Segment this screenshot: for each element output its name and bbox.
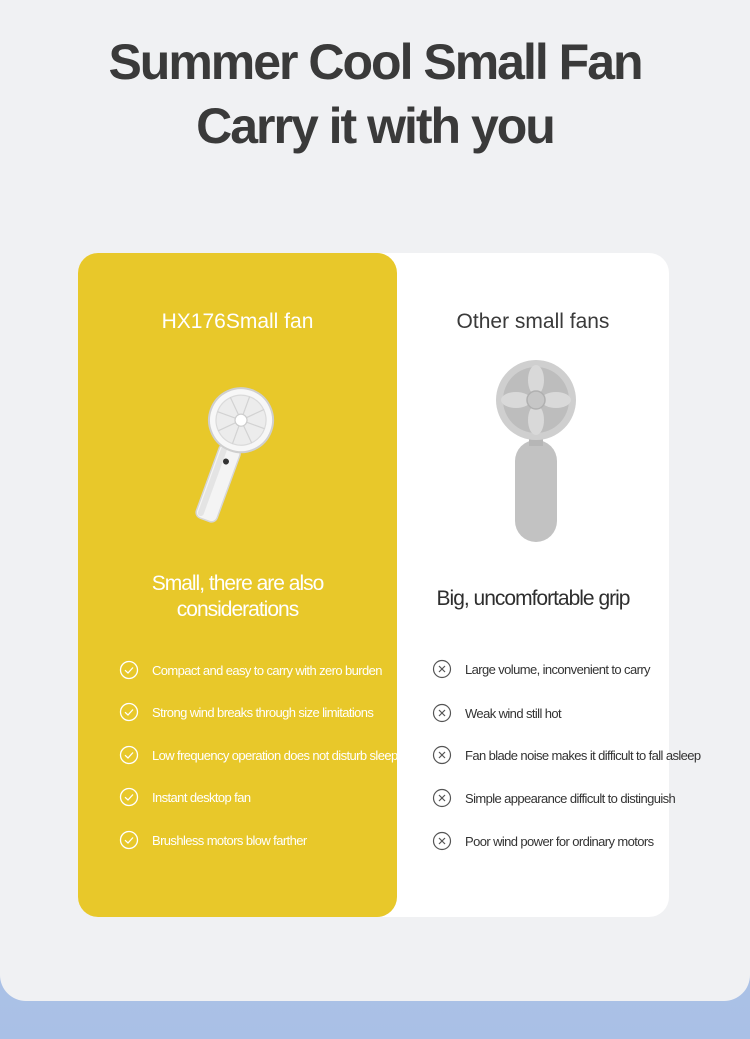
competitor-feature-item <box>432 831 654 851</box>
product-column-title: HX176Small fan <box>161 310 314 333</box>
competitor-feature-item <box>432 788 675 808</box>
competitor-feature-item <box>432 703 561 723</box>
check-circle-icon <box>119 787 139 807</box>
page-title <box>0 30 750 158</box>
competitor-feature-text: Poor wind power for ordinary motors <box>465 833 654 849</box>
product-feature-text: Instant desktop fan <box>152 789 251 805</box>
x-circle-icon <box>432 788 452 808</box>
competitor-feature-text: Weak wind still hot <box>465 705 562 721</box>
check-circle-icon <box>119 830 139 850</box>
product-feature-item <box>119 787 250 807</box>
product-feature-text: Low frequency operation does not disturb sleep <box>152 747 398 763</box>
x-circle-icon <box>432 745 452 765</box>
competitor-feature-text: Simple appearance difficult to distinguish <box>465 790 676 806</box>
x-circle-icon <box>432 831 452 851</box>
competitor-feature-text: Large volume, inconvenient to carry <box>465 661 650 677</box>
check-circle-icon <box>119 702 139 722</box>
hx176-fan-image <box>185 378 285 526</box>
competitor-feature-item <box>432 745 701 765</box>
competitor-feature-text: Fan blade noise makes it difficult to fall asleep <box>465 747 701 763</box>
product-feature-text: Brushless motors blow farther <box>152 832 307 848</box>
product-subtitle-line-2: considerations <box>176 598 299 621</box>
competitor-column-title: Other small fans <box>456 310 610 333</box>
product-feature-text: Strong wind breaks through size limitations <box>152 704 374 720</box>
x-circle-icon <box>432 659 452 679</box>
competitor-feature-item <box>432 659 650 679</box>
headline-line-2: Carry it with you <box>196 98 554 154</box>
other-fan-image <box>490 358 582 546</box>
x-circle-icon <box>432 703 452 723</box>
product-feature-text: Compact and easy to carry with zero burden <box>152 662 382 678</box>
product-subtitle-line-1: Small, there are also <box>151 572 324 595</box>
product-feature-item <box>119 702 373 722</box>
product-subtitle <box>88 571 387 623</box>
check-circle-icon <box>119 745 139 765</box>
product-feature-item <box>119 830 307 850</box>
product-feature-item <box>119 660 382 680</box>
check-circle-icon <box>119 660 139 680</box>
headline-line-1: Summer Cool Small Fan <box>108 34 642 90</box>
competitor-subtitle: Big, uncomfortable grip <box>436 587 630 610</box>
product-feature-item <box>119 745 398 765</box>
